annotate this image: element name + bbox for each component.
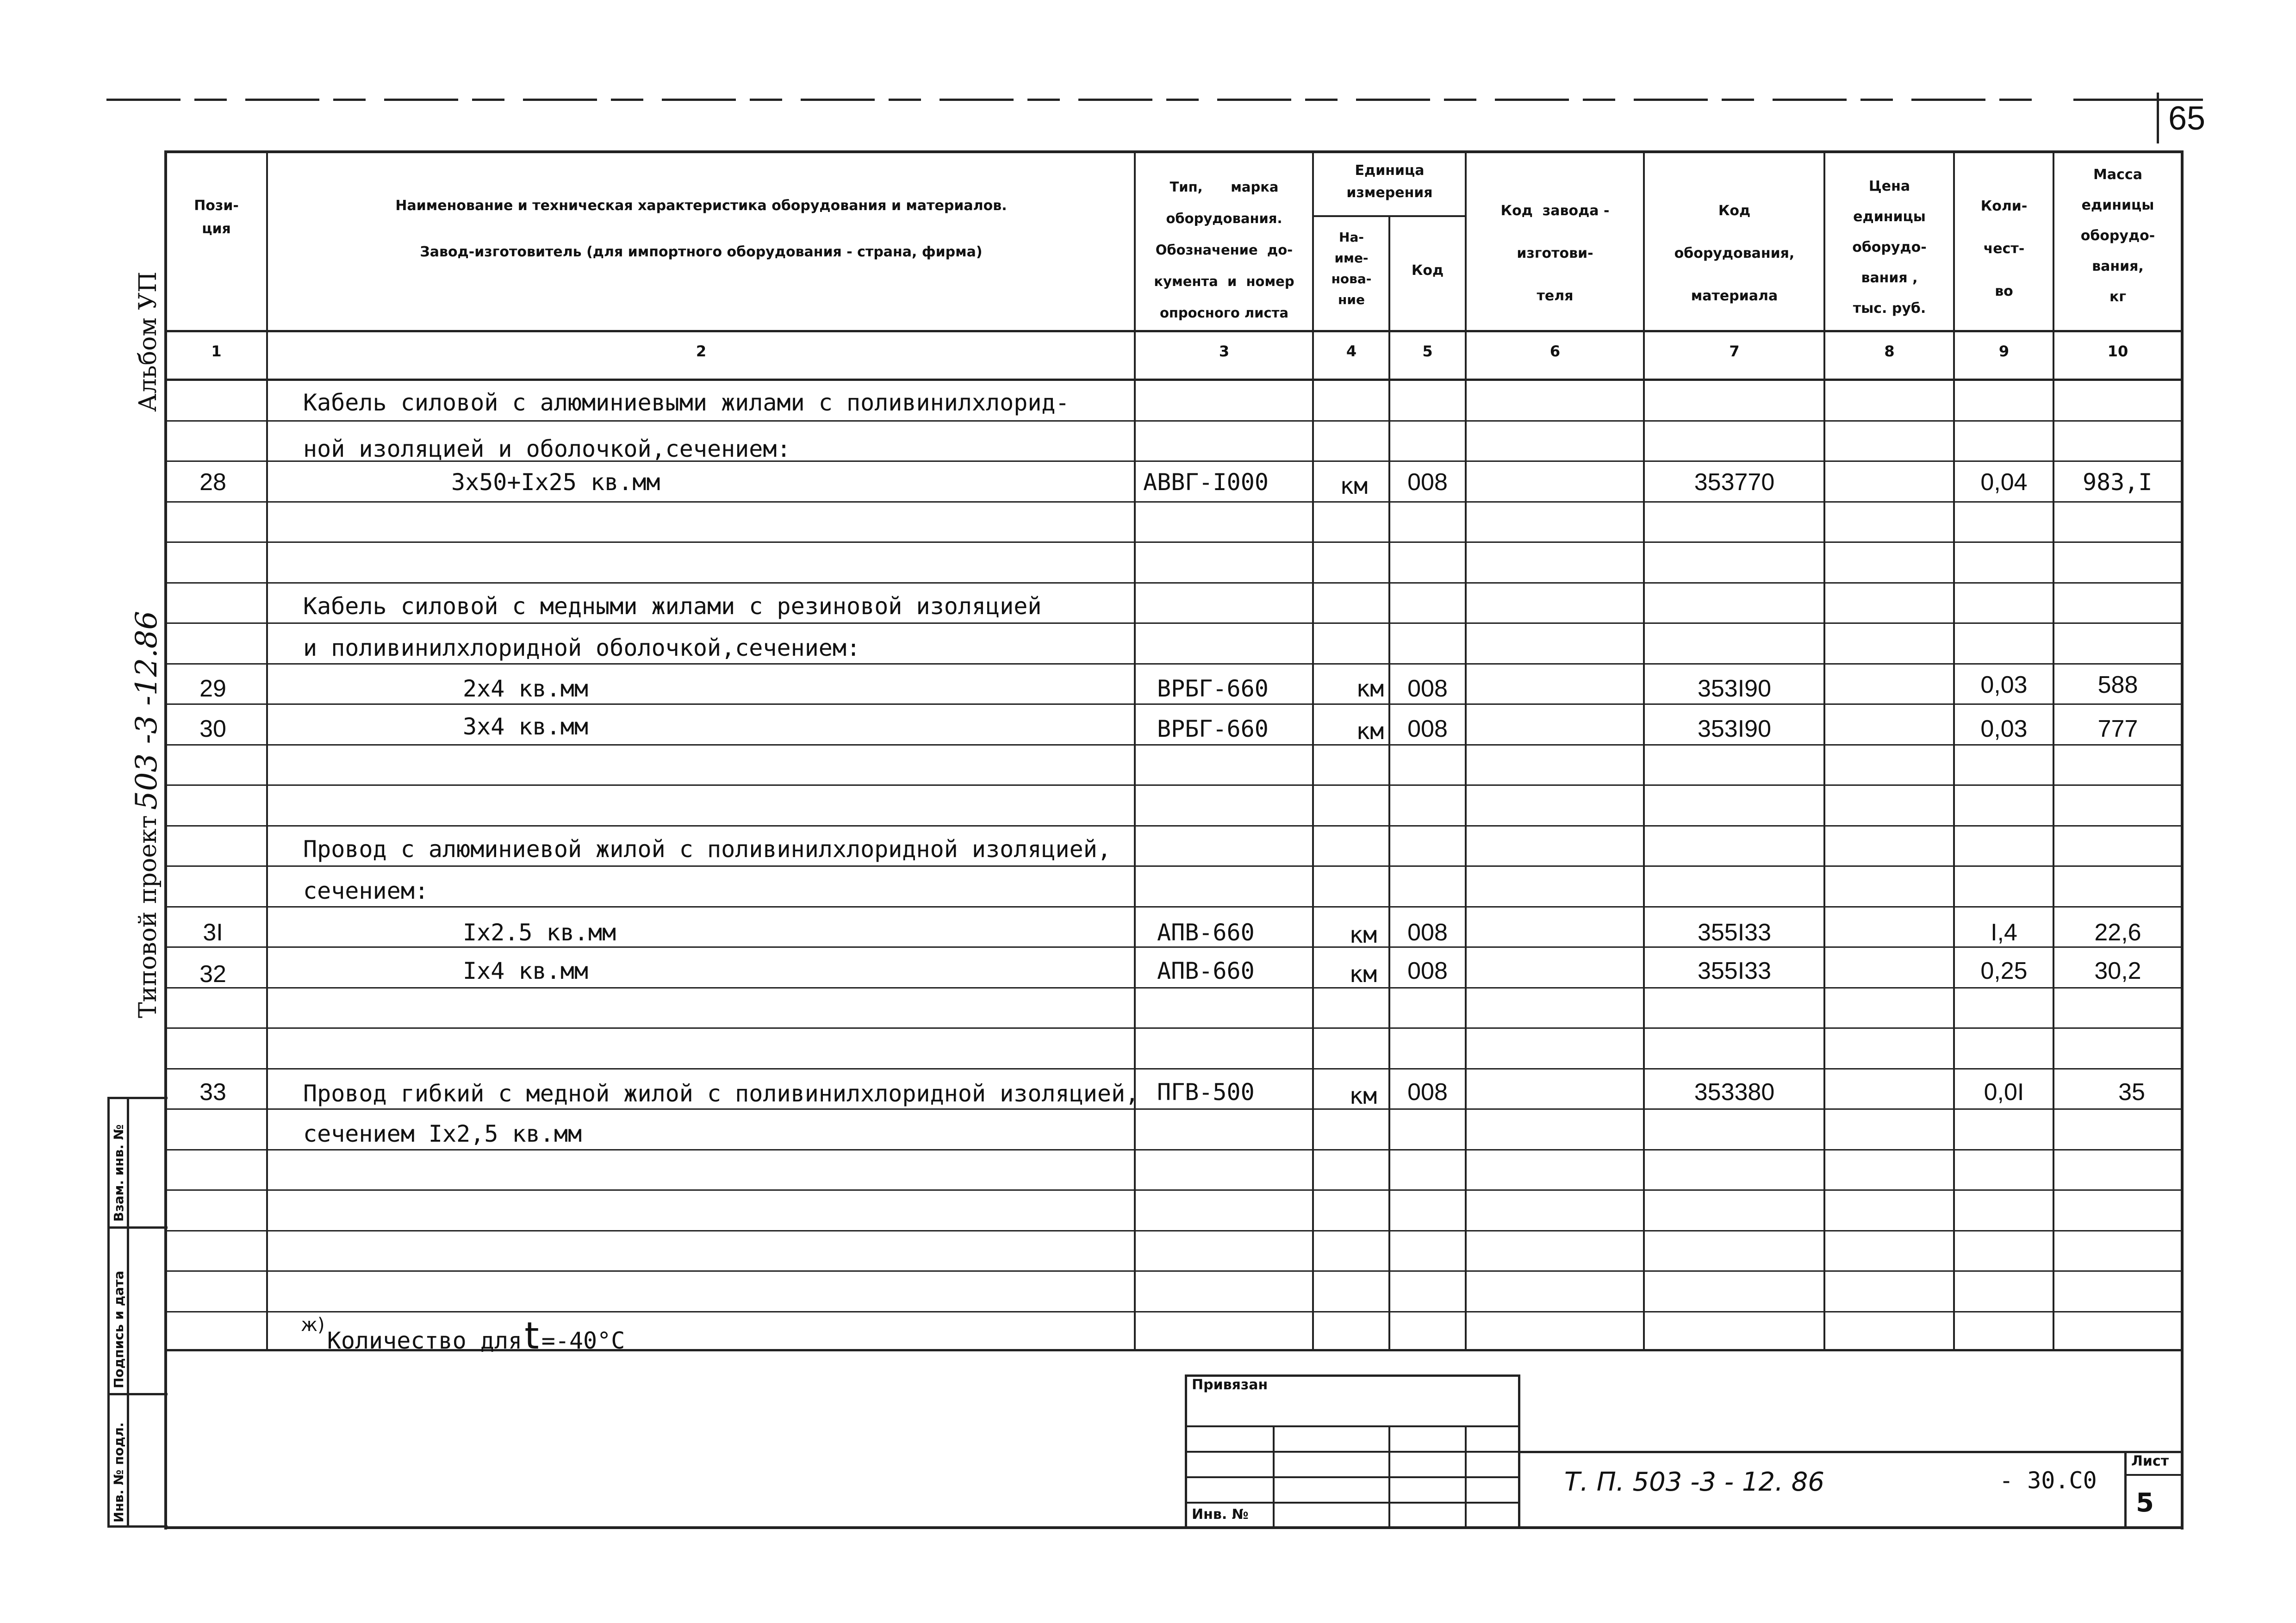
- row-unit: км: [1356, 718, 1384, 745]
- row-unit-code: 008: [1407, 715, 1448, 742]
- row-code: 353I90: [1697, 675, 1772, 702]
- page-number: 65: [2168, 100, 2206, 137]
- header-col6: Код завода - изготови- теля: [1500, 203, 1610, 304]
- header-col4: На- име- нова- ние: [1331, 230, 1372, 307]
- sheet-label: Лист: [2131, 1453, 2169, 1469]
- row-type: АВВГ-I000: [1143, 469, 1269, 496]
- row-unit-code: 008: [1407, 1079, 1448, 1106]
- row-text: 3х50+Iх25 кв.мм: [451, 469, 660, 496]
- row-pos: 33: [199, 1079, 226, 1106]
- footnote-value: =-40°С: [541, 1327, 625, 1354]
- header-col9: Коли- чест- во: [1980, 198, 2028, 299]
- stamp-signature: Подпись и дата: [111, 1270, 126, 1388]
- row-pos: 32: [199, 961, 226, 988]
- doc-code: Т. П. 503 -3 - 12. 86: [1564, 1467, 1824, 1497]
- row-text: Кабель силовой с медными жилами с резиновой изоляцией: [303, 593, 1042, 620]
- row-text: сечением:: [303, 877, 429, 904]
- row-qty: 0,03: [1980, 672, 2028, 698]
- header-col10: Масса единицы оборудо- вания, кг: [2080, 167, 2155, 305]
- footnote-mark: ж): [301, 1314, 325, 1336]
- row-code: 355I33: [1697, 919, 1772, 946]
- colnum-1: 1: [211, 342, 222, 360]
- row-unit: км: [1356, 675, 1384, 702]
- row-qty: 0,25: [1980, 958, 2028, 984]
- row-type: ВРБГ-660: [1157, 675, 1269, 702]
- footnote: [301, 1314, 625, 1357]
- row-pos: 30: [199, 715, 226, 742]
- row-unit: км: [1340, 473, 1368, 499]
- colnum-5: 5: [1422, 342, 1433, 360]
- row-mass: 777: [2097, 715, 2138, 742]
- row-text: сечением Iх2,5 кв.мм: [303, 1120, 582, 1147]
- row-unit: км: [1349, 1082, 1377, 1109]
- header-col45-group: Единица измерения: [1346, 162, 1433, 201]
- colnum-2: 2: [696, 342, 707, 360]
- row-type: АПВ-660: [1157, 919, 1255, 946]
- row-unit: км: [1349, 921, 1377, 948]
- row-text: Провод с алюминиевой жилой с поливинилхлоридной изоляцией,: [303, 836, 1111, 863]
- row-unit: км: [1349, 961, 1377, 988]
- row-mass: 22,6: [2094, 919, 2141, 946]
- row-unit-code: 008: [1407, 675, 1448, 702]
- project-code-label: 503 -3 -12.86: [130, 610, 164, 810]
- header-col2-line1: Наименование и техническая характеристика оборудования и материалов.: [395, 198, 1007, 214]
- colnum-9: 9: [1998, 342, 2010, 360]
- colnum-7: 7: [1729, 342, 1740, 360]
- row-text: Провод гибкий с медной жилой с поливинилхлоридной изоляцией,: [303, 1080, 1139, 1107]
- row-code: 353380: [1694, 1079, 1775, 1106]
- sheet-code: - 30.С0: [1999, 1467, 2097, 1494]
- row-code: 355I33: [1697, 958, 1772, 984]
- footnote-symbol: t: [524, 1314, 539, 1357]
- colnum-4: 4: [1346, 342, 1357, 360]
- header-col7: Код оборудования, материала: [1674, 203, 1795, 304]
- row-pos: 29: [199, 675, 226, 702]
- header-col2-line2: Завод-изготовитель (для импортного оборудования - страна, фирма): [420, 244, 983, 260]
- row-mass: 588: [2097, 672, 2138, 698]
- row-type: ВРБГ-660: [1157, 715, 1269, 742]
- stamp-inv-repl: Взам. инв. №: [111, 1124, 126, 1222]
- row-text: ной изоляцией и оболочкой,сечением:: [303, 435, 791, 462]
- row-qty: 0,04: [1980, 469, 2028, 496]
- row-text: и поливинилхлоридной оболочкой,сечением:: [303, 634, 861, 661]
- row-unit-code: 008: [1407, 958, 1448, 984]
- row-type: АПВ-660: [1157, 958, 1255, 984]
- row-code: 353770: [1694, 469, 1775, 496]
- privyazan-label: Привязан: [1192, 1377, 1268, 1393]
- row-qty: 0,0I: [1984, 1079, 2024, 1106]
- colnum-6: 6: [1549, 342, 1561, 360]
- row-mass: 983,I: [2083, 469, 2153, 496]
- footnote-text: Количество для: [327, 1327, 523, 1354]
- album-label: Альбом УП: [134, 271, 162, 412]
- colnum-3: 3: [1219, 342, 1230, 360]
- row-code: 353I90: [1697, 715, 1772, 742]
- colnum-8: 8: [1884, 342, 1895, 360]
- header-col3: Тип, марка оборудования. Обозначение до- кумента и номер опросного листа: [1154, 179, 1294, 321]
- row-pos: 3I: [203, 919, 223, 946]
- row-text: 3х4 кв.мм: [463, 713, 588, 740]
- row-qty: 0,03: [1980, 715, 2028, 742]
- stamp-inv-orig: Инв. № подл.: [111, 1422, 126, 1523]
- row-mass: 30,2: [2094, 958, 2141, 984]
- header-col5: Код: [1411, 262, 1444, 279]
- row-text: Iх2.5 кв.мм: [463, 919, 616, 946]
- row-mass: 35: [2118, 1079, 2145, 1106]
- project-label: Типовой проект: [134, 815, 162, 1018]
- colnum-10: 10: [2107, 342, 2128, 360]
- row-text: 2х4 кв.мм: [463, 675, 588, 702]
- row-text: Iх4 кв.мм: [463, 958, 588, 984]
- row-unit-code: 008: [1407, 919, 1448, 946]
- row-unit-code: 008: [1407, 469, 1448, 496]
- header-col8: Цена единицы оборудо- вания , тыс. руб.: [1852, 178, 1927, 317]
- row-type: ПГВ-500: [1157, 1079, 1255, 1106]
- sheet-number: 5: [2136, 1488, 2154, 1518]
- row-pos: 28: [199, 469, 226, 496]
- row-qty: I,4: [1991, 919, 2017, 946]
- inv-no-label: Инв. №: [1192, 1506, 1249, 1523]
- row-text: Кабель силовой с алюминиевыми жилами с поливинилхлорид-: [303, 389, 1070, 416]
- header-col1: Пози- ция: [194, 198, 239, 237]
